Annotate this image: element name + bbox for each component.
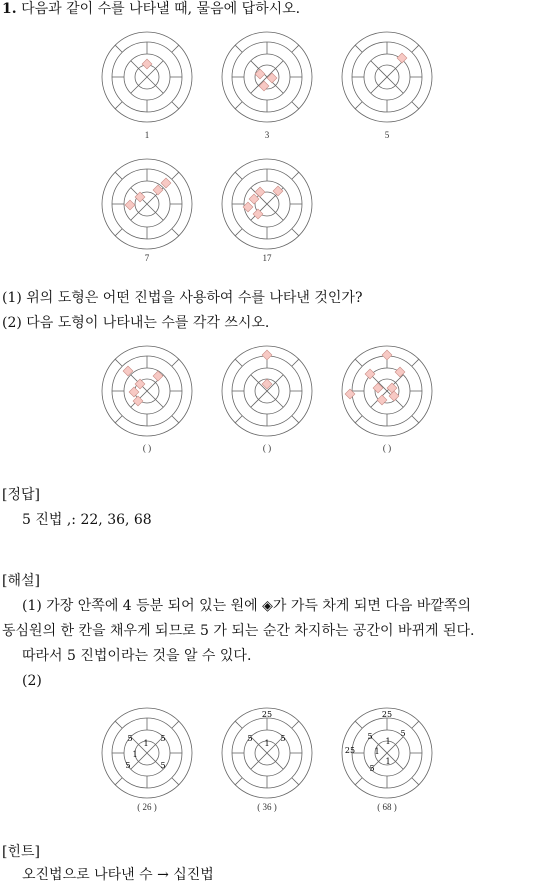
rings: [102, 32, 192, 122]
outer-divider-2: [172, 359, 179, 366]
outer-divider-2: [172, 172, 179, 179]
example-diagram-17: [220, 157, 314, 251]
d1-middle-3: 5: [125, 761, 131, 770]
explanation-line-3: 따라서 5 진법이라는 것을 알 수 있다.: [22, 648, 252, 664]
question-diagram-2: [220, 344, 314, 438]
diamond-tile-8: [389, 391, 399, 401]
diamond-tile-3: [129, 387, 139, 397]
example-diagram-5: [340, 30, 434, 124]
diamond-tile-2: [161, 178, 171, 188]
d3-inner-1: 1: [385, 737, 391, 746]
example-diagram-7: [100, 157, 194, 251]
d3-outer-2: 25: [344, 746, 356, 755]
d3-inner-3: 1: [385, 757, 391, 766]
outer-divider-1: [292, 416, 299, 423]
outer-divider-4: [235, 45, 242, 52]
outer-divider-3: [115, 229, 122, 236]
blank-label-2: ( ): [262, 443, 272, 453]
diamond-tile-1: [255, 187, 265, 197]
outer-divider-1: [292, 229, 299, 236]
outer-divider-4: [115, 359, 122, 366]
d3-outer-1: 25: [381, 710, 393, 719]
outer-divider-3: [235, 778, 242, 785]
diamond-tile-5: [153, 371, 163, 381]
problem-question: 다음과 같이 수를 나타낼 때, 물음에 답하시오.: [21, 1, 301, 17]
diamond-tile-5: [253, 209, 263, 219]
sub-question-1: (1) 위의 도형은 어떤 진법을 사용하여 수를 나타낸 것인가?: [2, 290, 363, 306]
explanation-header: [해설]: [2, 573, 40, 589]
outer-divider-1: [172, 778, 179, 785]
blank-label-3: ( ): [382, 443, 392, 453]
diamond-tile-6: [387, 383, 397, 393]
outer-divider-1: [412, 102, 419, 109]
explanation-line-2: 동심원의 한 칸을 채우게 되므로 5 가 되는 순간 차지하는 공간이 바뀌게 된다.: [2, 623, 475, 639]
outer-divider-2: [172, 721, 179, 728]
d3-middle-1: 5: [367, 732, 373, 741]
example-label-17: 17: [262, 253, 272, 263]
example-label-7: 7: [144, 253, 150, 263]
problem-heading: [2, 0, 300, 18]
rings: [222, 708, 312, 798]
outer-divider-2: [292, 359, 299, 366]
explanation-line-4: (2): [22, 673, 42, 689]
explanation-diagram-3: [340, 706, 434, 800]
example-label-3: 3: [264, 130, 270, 140]
explanation-diagram-2: [220, 706, 314, 800]
outer-divider-3: [235, 102, 242, 109]
d1-inner-2: 1: [132, 750, 138, 759]
outer-divider-1: [412, 778, 419, 785]
outer-divider-3: [235, 416, 242, 423]
d2-inner-1: 1: [264, 739, 270, 748]
outer-divider-3: [355, 778, 362, 785]
diamond-tile-2: [267, 73, 277, 83]
diamond-tile-1: [142, 59, 152, 69]
outer-divider-1: [292, 102, 299, 109]
outer-divider-4: [355, 359, 362, 366]
question-diagram-3: [340, 344, 434, 438]
rings: [102, 159, 192, 249]
outer-divider-4: [235, 172, 242, 179]
example-diagram-3: [220, 30, 314, 124]
diamond-tile-5: [373, 383, 383, 393]
answer-text: 5 진법 ,: 22, 36, 68: [22, 512, 152, 528]
diamond-tile-1: [397, 53, 407, 63]
problem-number: 1.: [2, 1, 17, 17]
diamond-tile-4: [125, 200, 135, 210]
rings: [222, 159, 312, 249]
outer-divider-2: [292, 45, 299, 52]
outer-divider-1: [172, 416, 179, 423]
hint-header: [힌트]: [2, 844, 40, 860]
outer-divider-4: [115, 721, 122, 728]
explanation-diagram-1: [100, 706, 194, 800]
rings: [342, 32, 432, 122]
outer-divider-1: [172, 229, 179, 236]
explanation-answer-1: ( 26 ): [137, 802, 157, 812]
d3-inner-2: 1: [374, 747, 380, 756]
rings: [102, 346, 192, 436]
diamond-tile-4: [133, 396, 143, 406]
outer-divider-3: [235, 229, 242, 236]
outer-divider-2: [292, 172, 299, 179]
outer-divider-4: [115, 45, 122, 52]
outer-divider-1: [292, 778, 299, 785]
explanation-answer-2: ( 36 ): [257, 802, 277, 812]
outer-divider-3: [115, 102, 122, 109]
diamond-tile-3: [259, 81, 269, 91]
hint-text: 오진법으로 나타낸 수 → 십진법: [22, 867, 214, 883]
outer-divider-2: [412, 45, 419, 52]
outer-divider-4: [235, 721, 242, 728]
explanation-answer-3: ( 68 ): [377, 802, 397, 812]
outer-divider-4: [115, 172, 122, 179]
outer-divider-3: [115, 778, 122, 785]
diamond-tile-7: [377, 395, 387, 405]
outer-divider-1: [172, 102, 179, 109]
d1-middle-1: 5: [127, 734, 133, 743]
question-diagram-1: [100, 344, 194, 438]
outer-divider-4: [355, 721, 362, 728]
d1-middle-2: 5: [160, 734, 166, 743]
outer-divider-2: [292, 721, 299, 728]
d2-middle-1: 5: [247, 734, 253, 743]
blank-label-1: ( ): [142, 443, 152, 453]
d3-middle-2: 5: [400, 729, 406, 738]
d1-inner-1: 1: [143, 739, 149, 748]
diamond-tile-2: [249, 194, 259, 204]
outer-divider-1: [412, 416, 419, 423]
d2-outer-1: 25: [261, 710, 273, 719]
outer-divider-3: [115, 416, 122, 423]
outer-divider-4: [355, 45, 362, 52]
explanation-line-1: (1) 가장 안쪽에 4 등분 되어 있는 원에 ◈가 가득 차게 되면 다음 바깥쪽의: [22, 598, 471, 614]
outer-divider-2: [412, 359, 419, 366]
example-label-1: 1: [144, 130, 150, 140]
d1-middle-4: 5: [160, 761, 166, 770]
diamond-tile-2: [345, 389, 355, 399]
outer-divider-3: [355, 102, 362, 109]
d3-middle-3: 5: [369, 764, 375, 773]
diamond-tile-1: [262, 350, 272, 360]
outer-divider-3: [355, 416, 362, 423]
d2-middle-2: 5: [280, 734, 286, 743]
outer-divider-2: [172, 45, 179, 52]
example-diagram-1: [100, 30, 194, 124]
rings: [102, 708, 192, 798]
diamond-tile-1: [382, 350, 392, 360]
outer-divider-4: [235, 359, 242, 366]
sub-question-2: (2) 다음 도형이 나타내는 수를 각각 쓰시오.: [2, 315, 270, 331]
rings: [222, 32, 312, 122]
outer-divider-2: [412, 721, 419, 728]
example-label-5: 5: [384, 130, 390, 140]
rings: [342, 708, 432, 798]
answer-header: [정답]: [2, 487, 40, 503]
